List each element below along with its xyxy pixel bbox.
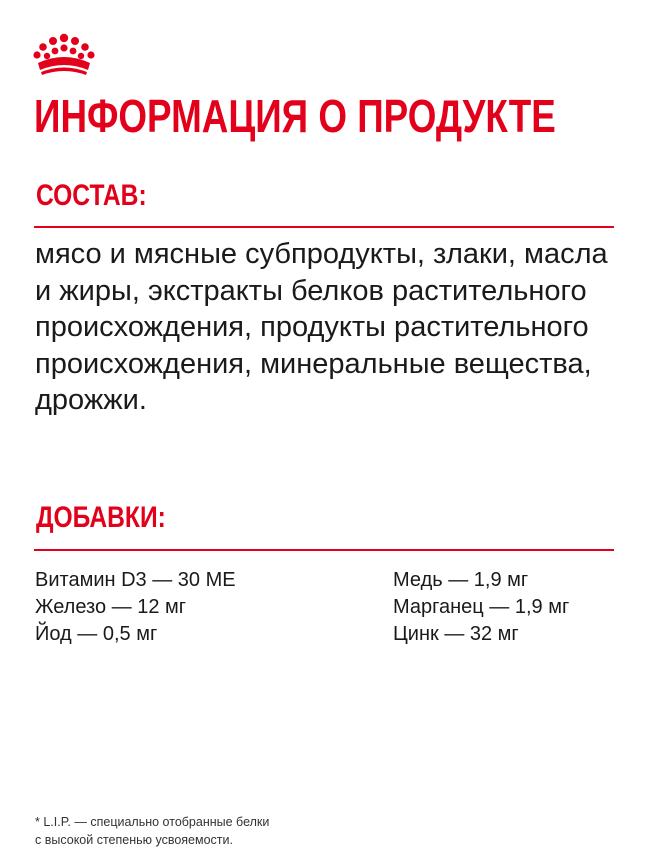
- footnote-line: с высокой степенью усвояемости.: [35, 833, 233, 847]
- crown-icon: [32, 33, 96, 77]
- additive-item: Витамин D3 — 30 МЕ: [35, 569, 236, 591]
- footnote-line: * L.I.P. — специально отобранные белки: [35, 815, 270, 829]
- additive-item: Медь — 1,9 мг: [393, 569, 529, 591]
- additives-heading: ДОБАВКИ:: [36, 501, 166, 534]
- additive-item: Цинк — 32 мг: [393, 623, 519, 645]
- divider: [34, 549, 614, 551]
- additives-column-left: [35, 567, 236, 648]
- footnote: [35, 813, 269, 849]
- composition-heading: СОСТАВ:: [36, 179, 147, 212]
- additives-column-right: [393, 567, 569, 648]
- additive-item: Марганец — 1,9 мг: [393, 596, 570, 618]
- additives-list: [35, 567, 635, 651]
- divider: [34, 226, 614, 228]
- additive-item: Железо — 12 мг: [35, 596, 187, 618]
- composition-text: мясо и мясные субпродукты, злаки, масла и жиры, экстракты белков растительного происхождения, продукты растительного происхождения, минеральные вещества, дрожжи.: [35, 238, 608, 416]
- additive-item: Йод — 0,5 мг: [35, 623, 158, 645]
- page-title: ИНФОРМАЦИЯ О ПРОДУКТЕ: [34, 90, 556, 142]
